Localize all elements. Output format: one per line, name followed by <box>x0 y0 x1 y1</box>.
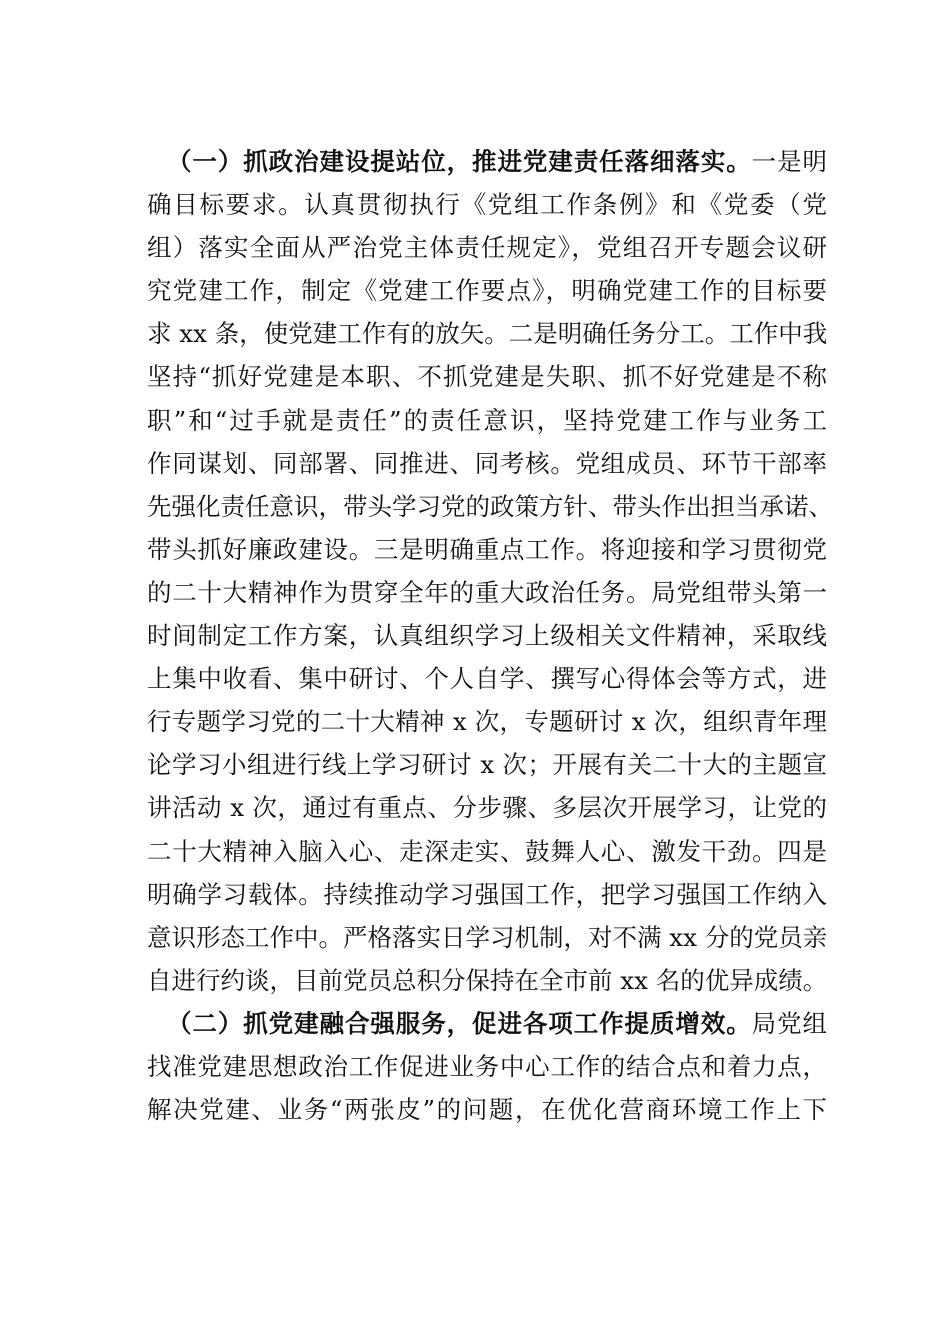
paragraph-1-line: 自进行约谈，目前党员总积分保持在全市前 xx 名的优异成绩。 <box>147 965 828 995</box>
paragraph-2-heading: （二）抓党建融合强服务，促进各项工作提质增效。 <box>167 1008 752 1038</box>
paragraph-1-line: 组）落实全面从严治党主体责任规定》，党组召开专题会议研 <box>147 233 827 263</box>
paragraph-1-line: 究党建工作，制定《党建工作要点》，明确党建工作的目标要 <box>147 276 827 306</box>
paragraph-1-heading: （一）抓政治建设提站位，推进党建责任落细落实。 <box>167 147 752 176</box>
paragraph-1-line: 求 xx 条，使党建工作有的放矢。二是明确任务分工。工作中我 <box>147 319 828 349</box>
paragraph-1-line: 坚持“抓好党建是本职、不抓党建是失职、抓不好党建是不称 <box>147 362 827 392</box>
paragraph-1-line: 的二十大精神作为贯穿全年的重大政治任务。局党组带头第一 <box>147 577 827 607</box>
paragraph-1-line: 作同谋划、同部署、同推进、同考核。党组成员、环节干部率 <box>147 448 827 478</box>
paragraph-1-line: 明确学习载体。持续推动学习强国工作，把学习强国工作纳入 <box>147 879 827 909</box>
paragraph-1-line: 先强化责任意识，带头学习党的政策方针、带头作出担当承诺、 <box>147 491 833 521</box>
paragraph-1-line: 时间制定工作方案，认真组织学习上级相关文件精神，采取线 <box>147 621 827 651</box>
paragraph-1-line: 讲活动 x 次，通过有重点、分步骤、多层次开展学习，让党的 <box>147 793 827 823</box>
paragraph-1-line-1 <box>147 140 827 183</box>
paragraph-2-line-1 <box>147 1002 827 1045</box>
paragraph-1-line: 职”和“过手就是责任”的责任意识，坚持党建工作与业务工 <box>147 405 827 435</box>
paragraph-1-line-1-rest: 一是明 <box>751 147 828 176</box>
paragraph-1-line: 带头抓好廉政建设。三是明确重点工作。将迎接和学习贯彻党 <box>147 534 827 564</box>
paragraph-2-line-1-rest: 局党组 <box>751 1008 828 1038</box>
document-body <box>147 140 833 1131</box>
paragraph-2-line: 找准党建思想政治工作促进业务中心工作的结合点和着力点， <box>147 1051 827 1081</box>
paragraph-1-line: 论学习小组进行线上学习研讨 x 次；开展有关二十大的主题宣 <box>147 750 827 780</box>
paragraph-1-line: 二十大精神入脑入心、走深走实、鼓舞人心、激发干劲。四是 <box>147 836 827 866</box>
paragraph-1-line: 意识形态工作中。严格落实日学习机制，对不满 xx 分的党员亲 <box>147 922 828 952</box>
paragraph-1-line: 上集中收看、集中研讨、个人自学、撰写心得体会等方式，进 <box>147 664 827 694</box>
paragraph-2-line: 解决党建、业务“两张皮”的问题，在优化营商环境工作上下 <box>147 1095 827 1125</box>
paragraph-1-line: 行专题学习党的二十大精神 x 次，专题研讨 x 次，组织青年理 <box>147 707 827 737</box>
paragraph-1-line: 确目标要求。认真贯彻执行《党组工作条例》和《党委（党 <box>147 190 827 220</box>
